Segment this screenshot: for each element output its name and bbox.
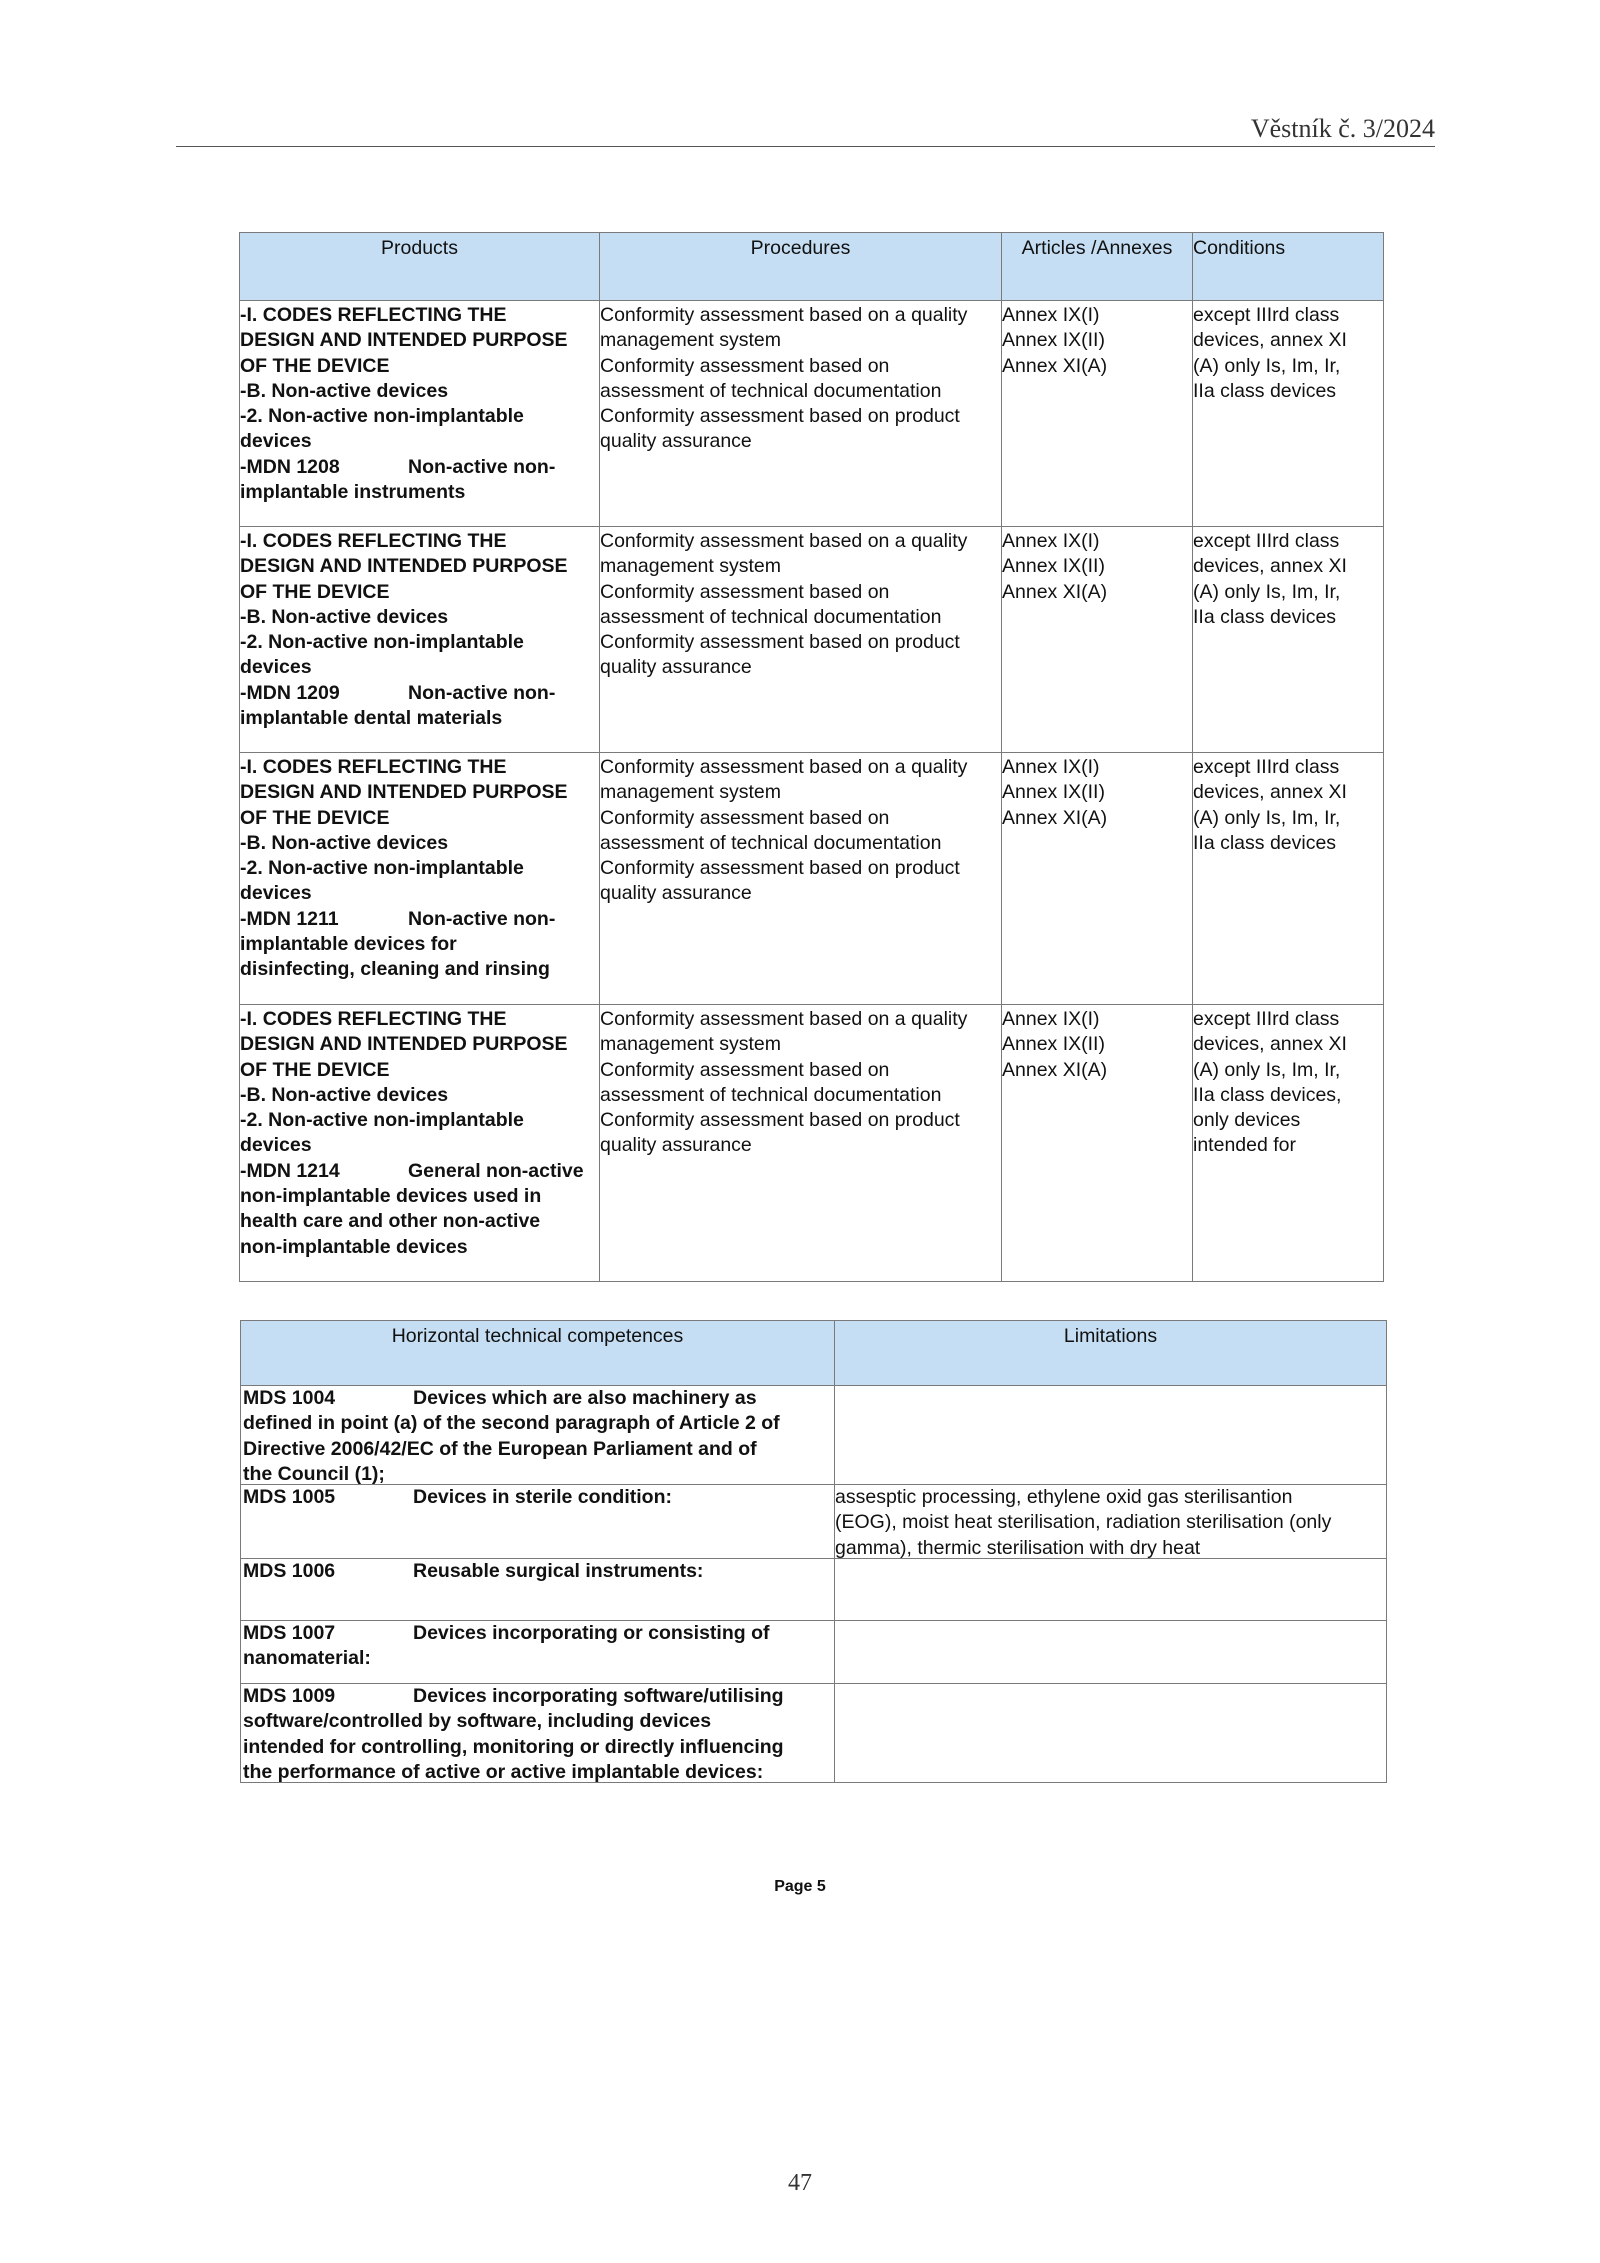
annex-line: Annex IX(II) — [1002, 329, 1105, 352]
competence-description: Reusable surgical instruments: — [413, 1560, 704, 1582]
procedures-cell — [600, 753, 1002, 1005]
competence-description: Devices incorporating software/utilising — [413, 1685, 784, 1707]
annex-line: Annex IX(I) — [1002, 756, 1100, 778]
competence-line — [243, 1621, 834, 1646]
competence-cell — [241, 1559, 835, 1621]
annexes-cell — [1002, 527, 1193, 753]
competence-text — [243, 1684, 834, 1782]
annex-line: Annex IX(I) — [1002, 304, 1100, 326]
competence-line: the performance of active or active implantable devices: — [243, 1760, 764, 1782]
mdn-description: implantable instruments — [240, 481, 466, 504]
condition-line: except IIIrd class — [1193, 1008, 1340, 1030]
condition-line: IIa class devices — [1193, 379, 1337, 402]
limitation-line: gamma), thermic sterilisation with dry heat — [835, 1536, 1201, 1558]
mdn-code: -MDN 1214 — [240, 1159, 340, 1182]
condition-line: (A) only Is, Im, Ir, — [1193, 1058, 1341, 1081]
column-header-products: Products — [240, 233, 600, 301]
annexes-cell — [1002, 1005, 1193, 1282]
product-line: -B. Non-active devices — [240, 379, 449, 402]
annex-line: Annex IX(I) — [1002, 530, 1100, 552]
mdn-description: disinfecting, cleaning and rinsing — [240, 958, 550, 981]
conditions-cell — [1193, 527, 1384, 753]
annex-line: Annex IX(II) — [1002, 781, 1105, 804]
condition-line: IIa class devices — [1193, 605, 1337, 628]
limitation-line: assesptic processing, ethylene oxid gas sterilisantion — [835, 1486, 1293, 1508]
product-line: DESIGN AND INTENDED PURPOSE — [240, 781, 568, 804]
products-cell — [240, 1005, 600, 1282]
procedure-line: management system — [600, 781, 781, 804]
page-label: Page 5 — [774, 1878, 826, 1895]
product-line: -B. Non-active devices — [240, 605, 449, 628]
product-line: -2. Non-active non-implantable — [240, 1109, 524, 1132]
mdn-description: non-implantable devices used in — [240, 1185, 542, 1208]
procedure-line: quality assurance — [600, 656, 752, 679]
condition-line: only devices — [1193, 1109, 1301, 1132]
product-line: -I. CODES REFLECTING THE — [240, 1008, 507, 1030]
procedure-line: Conformity assessment based on product — [600, 631, 960, 654]
annex-line: Annex XI(A) — [1002, 354, 1108, 377]
product-line: devices — [240, 882, 312, 905]
condition-line: IIa class devices, — [1193, 1083, 1342, 1106]
mdn-description: General non-active — [408, 1159, 584, 1182]
mdn-code: -MDN 1209 — [240, 681, 340, 704]
mdn-description: non-implantable devices — [240, 1235, 468, 1258]
condition-line: devices, annex XI — [1193, 781, 1347, 804]
horizontal-competences-table — [240, 1320, 1387, 1783]
limitations-cell — [835, 1621, 1387, 1684]
product-line: OF THE DEVICE — [240, 806, 390, 829]
product-line: OF THE DEVICE — [240, 1058, 390, 1081]
limitations-cell — [835, 1485, 1387, 1559]
competence-description: Devices in sterile condition: — [413, 1486, 672, 1508]
product-line: -I. CODES REFLECTING THE — [240, 756, 507, 778]
mdn-entry — [240, 681, 599, 706]
mdn-description: Non-active non- — [408, 907, 556, 930]
product-line: DESIGN AND INTENDED PURPOSE — [240, 555, 568, 578]
products-table-header — [240, 233, 1384, 301]
mdn-description: implantable devices for — [240, 933, 457, 956]
competence-row — [241, 1485, 1387, 1559]
competence-row — [241, 1559, 1387, 1621]
column-header-annexes: Articles /Annexes — [1002, 233, 1193, 301]
products-cell — [240, 301, 600, 527]
horizontal-table-header — [241, 1321, 1387, 1386]
competence-row — [241, 1684, 1387, 1783]
condition-line: devices, annex XI — [1193, 1033, 1347, 1056]
competence-text — [243, 1485, 834, 1510]
mds-code: MDS 1007 — [243, 1622, 336, 1644]
competence-line: Directive 2006/42/EC of the European Parliament and of — [243, 1437, 757, 1460]
competence-line: the Council (1); — [243, 1462, 385, 1484]
procedure-line: management system — [600, 1033, 781, 1056]
mdn-entry — [240, 907, 599, 932]
condition-line: except IIIrd class — [1193, 530, 1340, 552]
procedures-cell — [600, 527, 1002, 753]
procedure-line: Conformity assessment based on — [600, 354, 890, 377]
condition-line: except IIIrd class — [1193, 756, 1340, 778]
condition-line: devices, annex XI — [1193, 555, 1347, 578]
procedure-line: assessment of technical documentation — [600, 831, 942, 854]
limitations-cell — [835, 1386, 1387, 1485]
competence-row — [241, 1386, 1387, 1485]
procedures-cell — [600, 301, 1002, 527]
product-line: DESIGN AND INTENDED PURPOSE — [240, 329, 568, 352]
product-row — [240, 527, 1384, 753]
competence-line: defined in point (a) of the second paragraph of Article 2 of — [243, 1412, 780, 1435]
limitation-line: (EOG), moist heat sterilisation, radiation sterilisation (only — [835, 1511, 1332, 1534]
procedure-line: Conformity assessment based on — [600, 1058, 890, 1081]
competence-text — [243, 1386, 834, 1484]
conditions-cell — [1193, 753, 1384, 1005]
competence-row — [241, 1621, 1387, 1684]
condition-line: IIa class devices — [1193, 831, 1337, 854]
procedure-line: Conformity assessment based on — [600, 580, 890, 603]
product-line: DESIGN AND INTENDED PURPOSE — [240, 1033, 568, 1056]
column-header-limitations: Limitations — [835, 1321, 1387, 1386]
limitations-cell — [835, 1684, 1387, 1783]
competence-line — [243, 1386, 834, 1411]
product-line: -2. Non-active non-implantable — [240, 405, 524, 428]
mdn-code: -MDN 1211 — [240, 907, 339, 930]
procedure-line: Conformity assessment based on a quality — [600, 304, 968, 326]
procedure-line: Conformity assessment based on a quality — [600, 756, 968, 778]
mds-code: MDS 1005 — [243, 1486, 336, 1508]
product-line: -B. Non-active devices — [240, 1083, 449, 1106]
annex-line: Annex XI(A) — [1002, 580, 1108, 603]
procedure-line: quality assurance — [600, 430, 752, 453]
column-header-conditions: Conditions — [1193, 233, 1384, 301]
footer-page-number: 47 — [788, 2170, 812, 2196]
product-line: devices — [240, 656, 312, 679]
condition-line: (A) only Is, Im, Ir, — [1193, 580, 1341, 603]
competence-cell — [241, 1684, 835, 1783]
product-line: -B. Non-active devices — [240, 831, 449, 854]
competence-line: software/controlled by software, including devices — [243, 1710, 712, 1733]
annexes-cell — [1002, 301, 1193, 527]
column-header-competences: Horizontal technical competences — [241, 1321, 835, 1386]
product-line: devices — [240, 1134, 312, 1157]
journal-title: Věstník č. 3/2024 — [1250, 114, 1435, 143]
competence-text — [243, 1559, 834, 1584]
procedure-line: Conformity assessment based on a quality — [600, 530, 968, 552]
product-line: -2. Non-active non-implantable — [240, 631, 524, 654]
limitations-text — [835, 1485, 1386, 1558]
product-row — [240, 753, 1384, 1005]
competence-line — [243, 1485, 834, 1510]
annex-line: Annex XI(A) — [1002, 806, 1108, 829]
annexes-cell — [1002, 753, 1193, 1005]
competence-cell — [241, 1621, 835, 1684]
products-cell — [240, 753, 600, 1005]
limitations-cell — [835, 1559, 1387, 1621]
mds-code: MDS 1004 — [243, 1387, 336, 1409]
mdn-entry — [240, 455, 599, 480]
product-line: OF THE DEVICE — [240, 580, 390, 603]
annex-line: Annex XI(A) — [1002, 1058, 1108, 1081]
procedure-line: assessment of technical documentation — [600, 1083, 942, 1106]
annex-line: Annex IX(I) — [1002, 1008, 1100, 1030]
product-line: OF THE DEVICE — [240, 354, 390, 377]
annex-line: Annex IX(II) — [1002, 1033, 1105, 1056]
procedure-line: Conformity assessment based on — [600, 806, 890, 829]
competence-description: Devices incorporating or consisting of — [413, 1622, 770, 1644]
procedure-line: Conformity assessment based on product — [600, 857, 960, 880]
products-cell — [240, 527, 600, 753]
competence-line: intended for controlling, monitoring or directly influencing — [243, 1735, 784, 1758]
procedure-line: management system — [600, 329, 781, 352]
procedure-line: Conformity assessment based on product — [600, 405, 960, 428]
competence-description: Devices which are also machinery as — [413, 1387, 757, 1409]
condition-line: (A) only Is, Im, Ir, — [1193, 806, 1341, 829]
product-line: devices — [240, 430, 312, 453]
condition-line: intended for — [1193, 1134, 1296, 1157]
procedure-line: Conformity assessment based on a quality — [600, 1008, 968, 1030]
mdn-entry — [240, 1159, 599, 1184]
condition-line: devices, annex XI — [1193, 329, 1347, 352]
conditions-cell — [1193, 301, 1384, 527]
competence-line: nanomaterial: — [243, 1647, 371, 1670]
competence-line — [243, 1559, 834, 1584]
product-line: -2. Non-active non-implantable — [240, 857, 524, 880]
condition-line: (A) only Is, Im, Ir, — [1193, 354, 1341, 377]
competence-cell — [241, 1485, 835, 1559]
procedure-line: Conformity assessment based on product — [600, 1109, 960, 1132]
mdn-code: -MDN 1208 — [240, 455, 340, 478]
competence-text — [243, 1621, 834, 1672]
product-line: -I. CODES REFLECTING THE — [240, 304, 507, 326]
procedure-line: assessment of technical documentation — [600, 379, 942, 402]
procedure-line: assessment of technical documentation — [600, 605, 942, 628]
procedure-line: management system — [600, 555, 781, 578]
column-header-procedures: Procedures — [600, 233, 1002, 301]
product-row — [240, 1005, 1384, 1282]
header-divider — [176, 146, 1435, 147]
annex-line: Annex IX(II) — [1002, 555, 1105, 578]
procedures-cell — [600, 1005, 1002, 1282]
mds-code: MDS 1006 — [243, 1560, 336, 1582]
competence-line — [243, 1684, 834, 1709]
competence-cell — [241, 1386, 835, 1485]
product-line: -I. CODES REFLECTING THE — [240, 530, 507, 552]
products-table — [239, 232, 1384, 1282]
mds-code: MDS 1009 — [243, 1685, 336, 1707]
mdn-description: Non-active non- — [408, 681, 556, 704]
mdn-description: health care and other non-active — [240, 1210, 541, 1233]
product-row — [240, 301, 1384, 527]
procedure-line: quality assurance — [600, 882, 752, 905]
condition-line: except IIIrd class — [1193, 304, 1340, 326]
mdn-description: implantable dental materials — [240, 707, 503, 730]
conditions-cell — [1193, 1005, 1384, 1282]
procedure-line: quality assurance — [600, 1134, 752, 1157]
mdn-description: Non-active non- — [408, 455, 556, 478]
